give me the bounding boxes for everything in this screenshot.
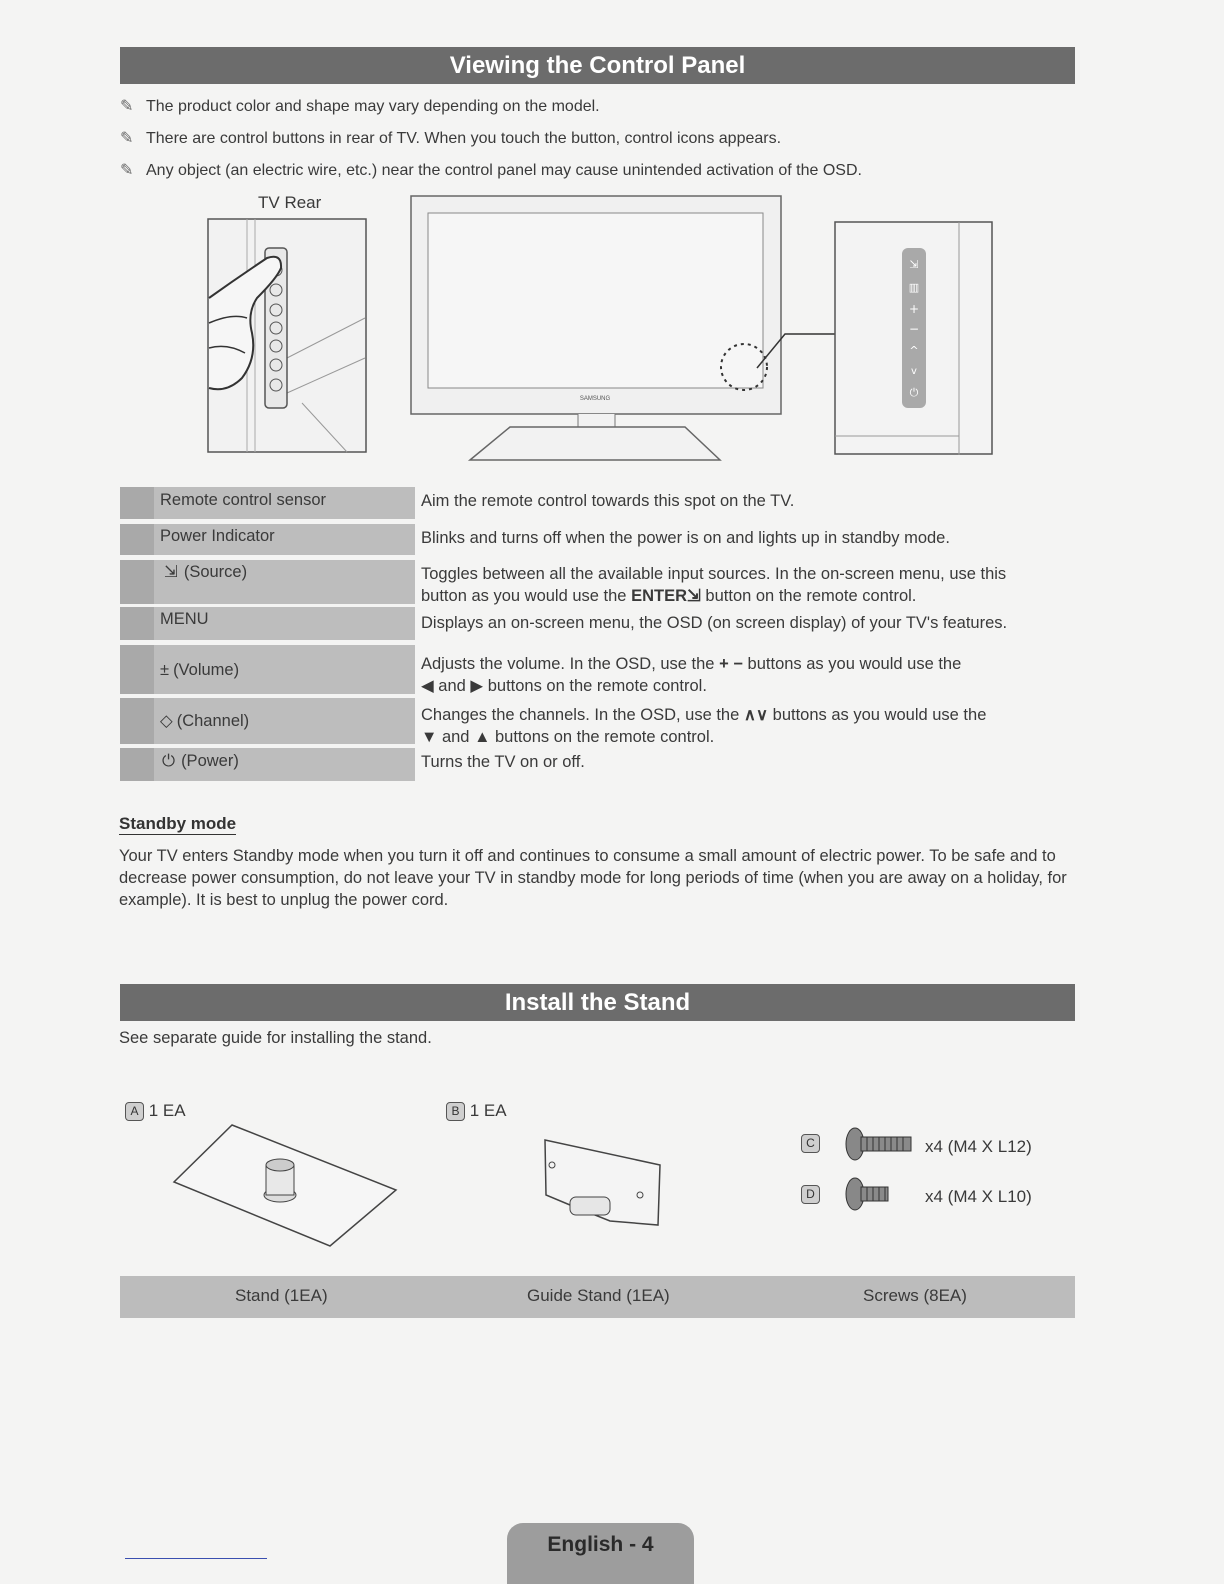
part-c-badge: C [801,1134,820,1153]
screw-long-illustration [843,1126,915,1162]
pencil-note-icon: ✎ [120,162,134,179]
left-arrow-icon: ◀ [421,677,434,695]
section-title-install-stand: Install the Stand [120,984,1075,1021]
row-label-menu: MENU [120,607,415,640]
row-desc-channel: Changes the channels. In the OSD, use the ∧∨ buttons as you would use the ▼ and ▲ buttons on the remote control. [421,706,987,746]
row-label-power-indicator: Power Indicator [120,524,415,555]
tv-brand-logo: SAMSUNG [579,396,611,402]
row-desc-power-indicator: Blinks and turns off when the power is on and lights up in standby mode. [421,529,950,547]
install-intro: See separate guide for installing the stand. [119,1029,432,1047]
source-icon: ⇲ [909,258,919,271]
volume-icon: ± [160,661,170,679]
pencil-note-icon: ✎ [120,98,134,115]
note-2: ✎ There are control buttons in rear of TV. When you touch the button, control icons appears. [120,130,782,147]
source-icon: ⇲ [164,563,178,581]
volume-up-icon: + [908,302,920,316]
power-icon: ⏻ [162,752,176,770]
pencil-note-icon: ✎ [120,130,134,147]
channel-icon: ◇ [160,712,173,730]
channel-up-icon: ^ [909,344,919,357]
part-d-badge: D [801,1185,820,1204]
power-icon: ⏻ [909,386,919,399]
row-desc-volume: Adjusts the volume. In the OSD, use the + − buttons as you would use the ◀ and ▶ buttons on the remote control. [421,655,962,695]
tv-rear-illustration [207,218,367,454]
tv-rear-label: TV Rear [258,193,322,212]
row-desc-source: Toggles between all the available input sources. In the on-screen menu, use this button as you would use the ENTER⇲ button on the remote control. [421,565,1007,605]
footer-rule [125,1558,267,1559]
down-arrow-icon: ▼ [421,728,438,746]
tv-front-illustration [410,195,785,463]
standby-text: Your TV enters Standby mode when you turn it off and continues to consume a small amount of electric power. To be safe and to decrease power consumption, do not leave your TV in standby mode for long periods of time (when you are away on a holiday, for example). It is best to unplug the power cord. [119,847,1067,909]
callout-line [755,330,840,370]
stand-illustration [170,1120,400,1250]
part-b-label: B 1 EA [446,1101,507,1121]
part-b-badge: B [446,1102,465,1121]
caption-screws: Screws (8EA) [863,1286,967,1305]
part-c-qty: x4 (M4 X L12) [925,1137,1032,1156]
plus-minus-icon: + − [719,655,743,673]
note-1: ✎ The product color and shape may vary depending on the model. [120,98,600,115]
row-desc-remote-sensor: Aim the remote control towards this spot on the TV. [421,492,795,510]
part-d-qty: x4 (M4 X L10) [925,1187,1032,1206]
row-desc-menu: Displays an on-screen menu, the OSD (on screen display) of your TV's features. [421,614,1008,632]
part-c-badge-wrap [801,1133,820,1153]
right-arrow-icon: ▶ [470,677,484,695]
row-desc-power: Turns the TV on or off. [421,753,585,771]
control-panel-detail [834,221,994,457]
caption-stand: Stand (1EA) [235,1286,328,1305]
row-label-power: ⏻ (Power) [120,748,415,781]
section-title-control-panel: Viewing the Control Panel [120,47,1075,84]
part-a-label: A 1 EA [125,1101,186,1121]
row-label-source: ⇲ (Source) [120,560,415,604]
enter-icon: ⇲ [687,587,701,605]
screw-short-illustration [843,1176,893,1212]
volume-down-icon: − [908,322,920,336]
channel-down-icon: v [911,366,917,377]
page-number-tab: English - 4 [507,1523,694,1584]
part-a-badge: A [125,1102,144,1121]
row-label-remote-sensor: Remote control sensor [120,487,415,519]
caption-guide-stand: Guide Stand (1EA) [527,1286,670,1305]
menu-icon: ▥ [908,281,920,294]
row-label-channel: ◇ (Channel) [120,698,415,744]
row-label-volume: ± (Volume) [120,645,415,694]
note-3: ✎ Any object (an electric wire, etc.) near the control panel may cause unintended activation of the OSD. [120,162,862,179]
guide-stand-illustration [540,1135,665,1230]
part-d-badge-wrap [801,1184,820,1204]
up-arrow-icon: ▲ [474,728,491,746]
up-down-icon: ∧∨ [743,706,769,724]
standby-heading: Standby mode [119,814,237,833]
